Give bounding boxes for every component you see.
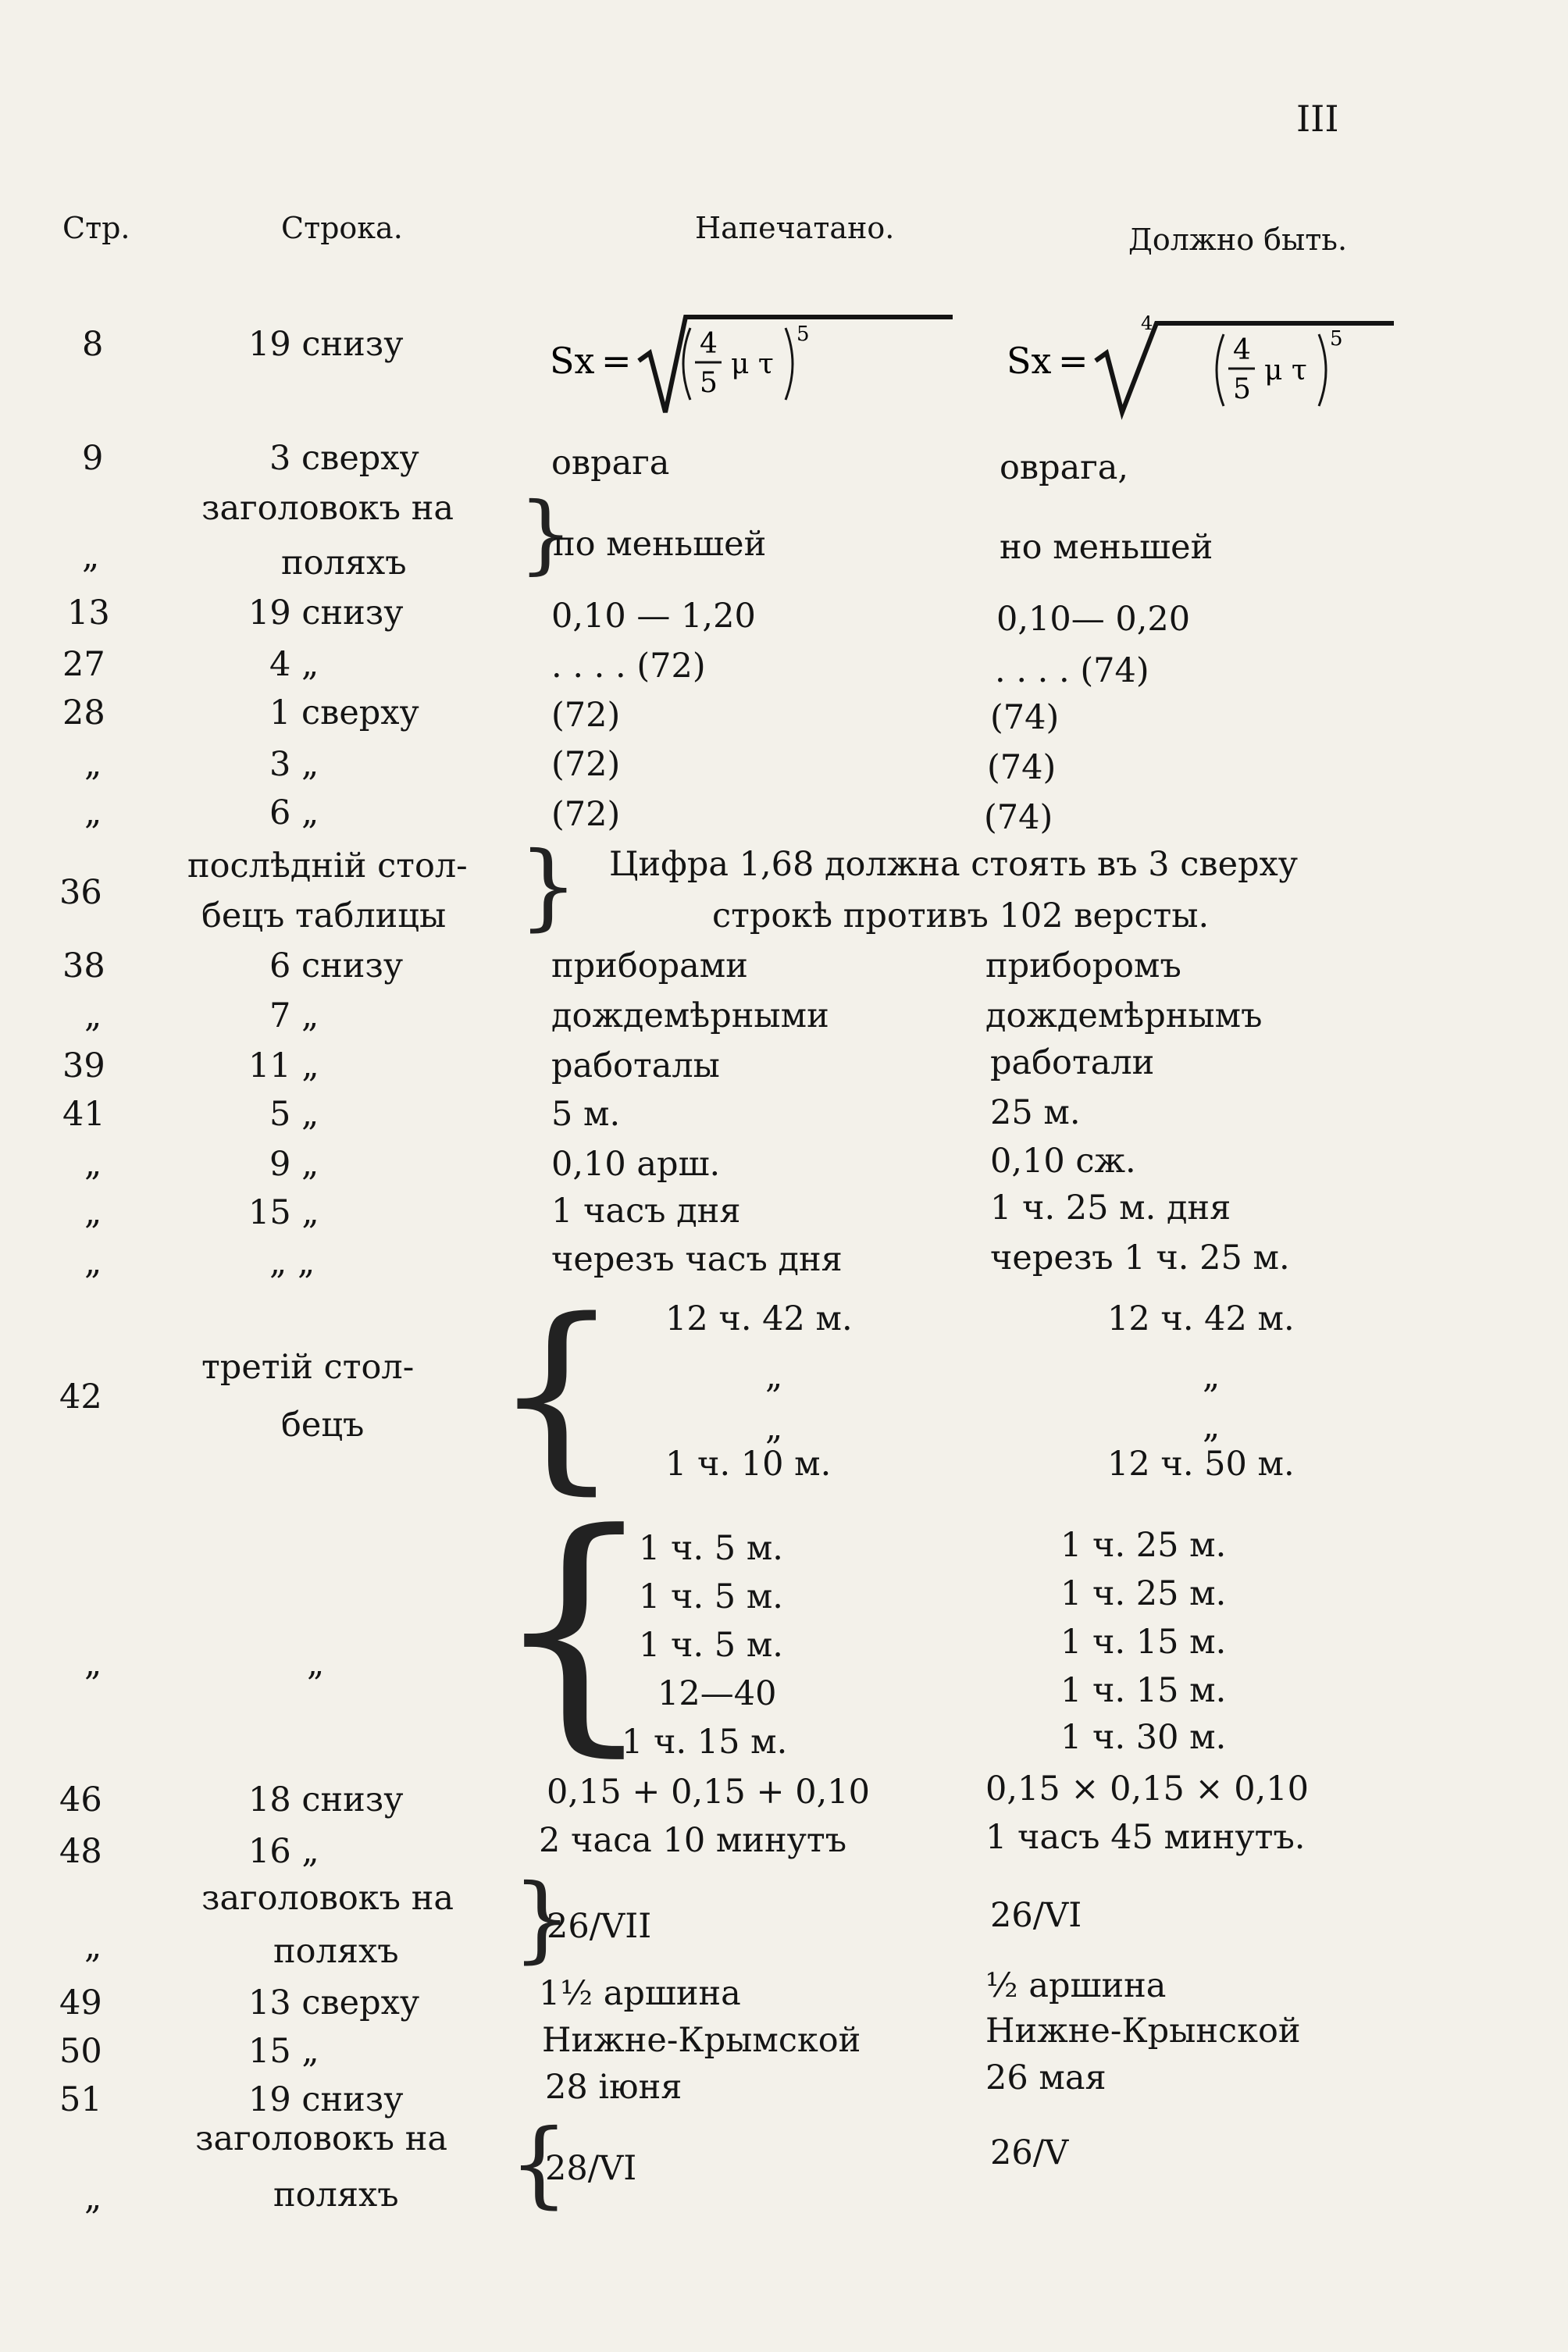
row-should: но меньшей <box>1000 528 1213 567</box>
row-printed: 0,15 + 0,15 + 0,10 <box>547 1773 870 1812</box>
row-printed: 28 іюня <box>545 2068 682 2107</box>
row-page: „ <box>84 1243 102 1282</box>
row-line-2: поляхъ <box>273 2176 399 2215</box>
group-line: „ <box>307 1645 325 1684</box>
row-page: 51 <box>59 2080 102 2119</box>
group-page: „ <box>84 1645 102 1684</box>
header-page: Стр. <box>62 211 130 245</box>
row-page: 49 <box>59 1983 102 2022</box>
svg-text:5: 5 <box>1233 373 1251 405</box>
brace: { <box>492 1478 656 1778</box>
group-printed: 1 ч. 5 м. <box>639 1626 783 1665</box>
row-page: 41 <box>62 1095 105 1134</box>
row-printed: черезъ часъ дня <box>551 1240 843 1279</box>
header-should: Должно быть. <box>1128 223 1348 257</box>
row-line: 19 снизу <box>248 593 404 633</box>
row-line: 18 снизу <box>248 1780 404 1819</box>
row-should: 0,15 × 0,15 × 0,10 <box>985 1769 1309 1809</box>
formula-row-page: 8 <box>82 325 104 364</box>
row-note-2: строкѣ противъ 102 версты. <box>712 896 1210 935</box>
svg-text:μ τ: μ τ <box>1264 355 1307 387</box>
row-line: „ „ <box>269 1243 315 1282</box>
group-should: 12 ч. 42 м. <box>1107 1299 1295 1338</box>
row-line: 6 „ <box>269 793 319 832</box>
row-line: заголовокъ на <box>195 2119 448 2158</box>
row-should: 25 м. <box>990 1093 1081 1132</box>
row-printed: (72) <box>551 795 621 834</box>
header-printed: Напечатано. <box>695 211 895 245</box>
svg-text:5: 5 <box>796 323 810 346</box>
row-line: 19 снизу <box>248 2080 404 2119</box>
group-line: третій стол- <box>201 1348 415 1387</box>
row-line: 3 сверху <box>269 439 419 478</box>
row-printed: (72) <box>551 745 621 784</box>
row-page: 46 <box>59 1780 102 1819</box>
row-page: 27 <box>62 645 105 684</box>
row-should: ½ аршина <box>985 1966 1167 2005</box>
row-page: „ <box>84 1927 102 1966</box>
group-should: 1 ч. 15 м. <box>1060 1623 1227 1662</box>
group-should: 1 ч. 25 м. <box>1060 1574 1227 1613</box>
svg-text:Sx: Sx <box>1007 340 1052 382</box>
group-should: „ <box>1203 1407 1221 1446</box>
row-should: 0,10— 0,20 <box>996 600 1191 639</box>
svg-text:5: 5 <box>1330 327 1343 351</box>
row-page: „ <box>84 793 102 832</box>
row-line: 15 „ <box>248 2032 319 2071</box>
svg-text:Sx: Sx <box>550 340 595 382</box>
row-line: 4 „ <box>269 645 319 684</box>
radical-printed <box>547 312 968 429</box>
row-should: (74) <box>984 798 1053 837</box>
group-should: 1 ч. 25 м. <box>1060 1526 1227 1565</box>
row-line: 1 сверху <box>269 693 419 732</box>
svg-text:4: 4 <box>1233 334 1251 366</box>
row-should: 26/VI <box>990 1896 1082 1935</box>
row-line: 16 „ <box>248 1832 319 1871</box>
row-should: (74) <box>987 748 1057 787</box>
row-note: Цифра 1,68 должна стоять въ 3 сверху <box>609 845 1299 884</box>
group-printed: „ <box>765 1357 783 1396</box>
row-printed: (72) <box>551 696 621 735</box>
svg-text:μ τ: μ τ <box>731 348 774 380</box>
group-printed: „ <box>765 1409 783 1448</box>
group-should: „ <box>1203 1357 1221 1396</box>
row-page: 28 <box>62 693 105 732</box>
row-printed: 26/VII <box>547 1907 652 1946</box>
row-should: дождемѣрнымъ <box>985 996 1263 1035</box>
group-should: 1 ч. 30 м. <box>1060 1718 1227 1757</box>
row-page: „ <box>84 745 102 784</box>
row-printed: 2 часа 10 минутъ <box>539 1821 847 1860</box>
formula-printed <box>547 312 968 429</box>
row-line-2: поляхъ <box>281 543 407 583</box>
brace: } <box>519 832 579 941</box>
row-line-2: поляхъ <box>273 1932 399 1971</box>
group-should: 12 ч. 50 м. <box>1107 1445 1295 1484</box>
row-page: 36 <box>59 873 102 912</box>
row-line: 5 „ <box>269 1095 319 1134</box>
row-page: „ <box>84 1145 102 1184</box>
group-printed: 1 ч. 5 м. <box>639 1529 783 1568</box>
group-page: 42 <box>59 1377 102 1417</box>
row-printed: Нижне-Крымской <box>542 2021 861 2060</box>
formula-row-line: 19 снизу <box>248 325 404 364</box>
row-page: „ <box>84 2179 102 2218</box>
row-should: Нижне-Крынской <box>985 2012 1301 2051</box>
row-should: . . . . (74) <box>995 651 1149 690</box>
row-page: 38 <box>62 946 105 985</box>
svg-text:4: 4 <box>700 328 718 360</box>
group-printed: 1 ч. 15 м. <box>622 1723 788 1762</box>
brace: } <box>519 483 573 583</box>
row-printed: дождемѣрными <box>551 996 829 1035</box>
row-should: 26/V <box>990 2133 1069 2172</box>
row-line: 9 „ <box>269 1145 319 1184</box>
row-line: 7 „ <box>269 996 319 1035</box>
row-line: послѣдній стол- <box>187 846 468 886</box>
page-number: III <box>1296 98 1339 140</box>
row-should: 1 часъ 45 минутъ. <box>985 1818 1306 1857</box>
group-printed: 12—40 <box>657 1674 777 1713</box>
row-printed: работалы <box>551 1046 720 1085</box>
group-should: 1 ч. 15 м. <box>1060 1671 1227 1710</box>
brace: { <box>509 2110 569 2218</box>
group-line-2: бецъ <box>281 1406 365 1445</box>
row-page: 50 <box>59 2032 102 2071</box>
group-printed: 1 ч. 5 м. <box>639 1577 783 1616</box>
row-printed: 1 часъ дня <box>551 1192 741 1231</box>
row-line: заголовокъ на <box>201 1879 454 1918</box>
row-printed: по меньшей <box>553 525 767 564</box>
row-printed: 28/VI <box>545 2149 637 2188</box>
svg-text:=: = <box>601 340 632 382</box>
row-printed: 5 м. <box>551 1095 621 1134</box>
row-should: 26 мая <box>985 2058 1107 2097</box>
row-page: „ <box>82 537 100 576</box>
row-line: 6 снизу <box>269 946 404 985</box>
row-printed: 1½ аршина <box>539 1974 741 2013</box>
group-printed: 1 ч. 10 м. <box>665 1445 832 1484</box>
row-page: 48 <box>59 1832 102 1871</box>
row-page: „ <box>84 1193 102 1232</box>
brace: } <box>512 1865 572 1973</box>
svg-text:5: 5 <box>700 367 718 399</box>
row-line: 11 „ <box>248 1046 319 1085</box>
group-printed: 12 ч. 42 м. <box>665 1299 853 1338</box>
row-should: оврага, <box>1000 448 1129 487</box>
svg-text:4: 4 <box>1141 312 1153 334</box>
row-line-2: бецъ таблицы <box>201 896 447 935</box>
row-line: заголовокъ на <box>201 489 454 528</box>
row-page: 13 <box>67 593 110 633</box>
row-page: 9 <box>82 439 104 478</box>
row-printed: 0,10 арш. <box>551 1145 721 1184</box>
row-page: 39 <box>62 1046 105 1085</box>
radical-should <box>1003 312 1409 429</box>
svg-text:=: = <box>1058 340 1089 382</box>
row-page: „ <box>84 996 102 1035</box>
row-should: 1 ч. 25 м. дня <box>990 1188 1231 1228</box>
row-should: 0,10 сж. <box>990 1142 1136 1181</box>
row-should: приборомъ <box>985 946 1181 985</box>
row-should: черезъ 1 ч. 25 м. <box>990 1238 1290 1278</box>
row-line: 13 сверху <box>248 1983 420 2022</box>
row-printed: 0,10 — 1,20 <box>551 597 756 636</box>
row-printed: оврага <box>551 444 670 483</box>
row-line: 3 „ <box>269 745 319 784</box>
formula-should <box>1003 312 1409 429</box>
row-printed: . . . . (72) <box>551 647 706 686</box>
row-line: 15 „ <box>248 1193 319 1232</box>
row-should: (74) <box>990 698 1060 737</box>
brace: { <box>492 1277 622 1513</box>
row-printed: приборами <box>551 946 748 985</box>
header-line: Строка. <box>281 211 403 245</box>
row-should: работали <box>990 1043 1155 1082</box>
